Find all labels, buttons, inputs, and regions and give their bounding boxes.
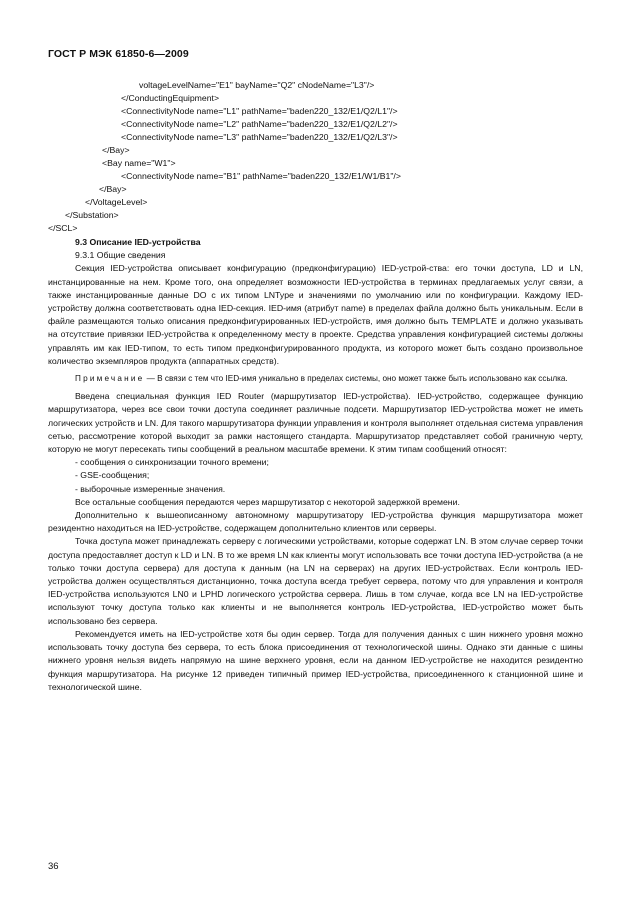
code-line: </SCL> bbox=[48, 223, 78, 233]
subsection-title: 9.3.1 Общие сведения bbox=[75, 250, 166, 261]
document-body bbox=[48, 236, 583, 694]
list-item: - выборочные измеренные значения. bbox=[75, 483, 226, 494]
paragraph: Введена специальная функция IED Router (маршрутизатор IED-устройства). IED-устройство, содержащее функцию маршрутизатора, через все свои точки доступа соединяет различные подсети. Маршрутизатор IED-устройства может не иметь логических устройств и LN. Для такого маршрутизатора функции управления и контроля выполняет отдельная система управления сетью, рассмотрение которой выходит за рамки настоящего стандарта. Маршрутизатор представляет собой граничную черту, которую не могут пересекать типы сообщений в реальном масштабе времени. К этим типам сообщений относят: bbox=[48, 391, 583, 455]
section-title: 9.3 Описание IED-устройства bbox=[75, 237, 201, 247]
code-line: voltageLevelName="E1" bayName="Q2" cNodeName="L3"/> bbox=[139, 80, 375, 90]
code-line: </Bay> bbox=[99, 184, 127, 194]
document-header: ГОСТ Р МЭК 61850-6—2009 bbox=[48, 48, 189, 60]
paragraph: Дополнительно к вышеописанному автономному маршрутизатору IED-устройства функция маршрутизатора может резидентно находиться на IED-устройстве, содержащем дополнительно клиентов или серверы. bbox=[48, 510, 583, 534]
paragraph: Секция IED-устройства описывает конфигурацию (предконфигурацию) IED-устрой-ства: его точки доступа, LD и LN, инстанцированные на нем. Кроме того, она определяет возможности IED-устройства в терминах предлагаемых услуг связи, а также инстанцированные данные DO с их типом LNType и значениями по умолчанию или по конфигурации. Каждому IED-устройству должна соответствовать одна IED-секция. IED-имя (атрибут name) в пределах файла должно быть уникальным. Если в файле размещаются только описания предконфигурированных IED-устройств, имя должно быть TEMPLATE и должно указывать на отсутствие привязки IED-устройства к определенному месту в проекте. Средства управления конфигурацией системы должны управлять им как IED-типом, то есть типом предконфигурированного продукта, из которого может быть создано произвольное количество экземпляров продукта (аппаратных средств). bbox=[48, 263, 583, 366]
code-line: </Substation> bbox=[65, 210, 119, 220]
page-number: 36 bbox=[48, 861, 59, 872]
list-item: - сообщения о синхронизации точного времени; bbox=[75, 457, 269, 468]
note bbox=[48, 372, 583, 385]
code-line: <Bay name="W1"> bbox=[102, 158, 176, 168]
code-line: <ConnectivityNode name="L2" pathName="baden220_132/E1/Q2/L2"/> bbox=[121, 119, 398, 129]
paragraph: Все остальные сообщения передаются через маршрутизатор с некоторой задержкой времени. bbox=[75, 496, 460, 507]
code-line: <ConnectivityNode name="L1" pathName="baden220_132/E1/Q2/L1"/> bbox=[121, 106, 398, 116]
code-line: <ConnectivityNode name="B1" pathName="baden220_132/E1/W1/B1"/> bbox=[121, 171, 401, 181]
code-line: <ConnectivityNode name="L3" pathName="baden220_132/E1/Q2/L3"/> bbox=[121, 132, 398, 142]
code-line: </Bay> bbox=[102, 145, 130, 155]
note-label: Примечание bbox=[75, 374, 145, 384]
code-line: </ConductingEquipment> bbox=[121, 93, 220, 103]
code-line: </VoltageLevel> bbox=[85, 197, 148, 207]
paragraph: Точка доступа может принадлежать серверу с логическими устройствами, которые содержат LN. В этом случае сервер точки доступа предоставляет доступ к LD и LN. В то же время LN как клиенты могут использовать все точки доступа IED-устройства (а не только точки доступа сервера) для доступа к данным (на LN на серверах) на других IED-устройствах. Если контроль IED-устройства должен осуществляться дистанционно, точка доступа всегда требует сервера, потому что для управления и контроля IED-устройства используются LN0 и LPHD логического устройства сервера. Лишь в том случае, когда все LN на IED-устройстве используют точку доступа только как клиенты и не выполняется контроль IED-устройства, IED-устройство может быть использовано без сервера. bbox=[48, 536, 583, 626]
note-text: — В связи с тем что IED-имя уникально в пределах системы, оно может также быть использовано как ссылка. bbox=[144, 374, 568, 384]
list-item: - GSE-сообщения; bbox=[75, 470, 150, 481]
paragraph: Рекомендуется иметь на IED-устройстве хотя бы один сервер. Тогда для получения данных с шин нижнего уровня можно использовать точку доступа без сервера, то есть блока присоединения от технологической шины. Однако эти данные с шины нижнего уровня нельзя видеть напрямую на шине верхнего уровня, если на данном IED-устройстве не находится резидентно функция маршрутизатора. На рисунке 12 приведен типичный пример IED-устройства, присоединенного к станционной шине и технологической шине. bbox=[48, 628, 583, 692]
